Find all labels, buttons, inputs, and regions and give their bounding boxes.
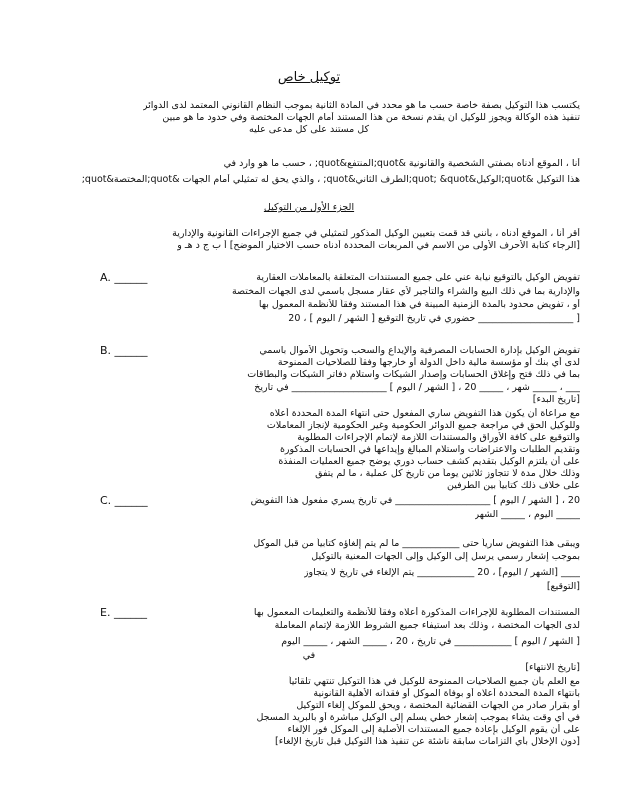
paragraph-a-line: والإدارية بما في ذلك البيع والشراء والتأجير لأي عقار مسجل باسمي لدى الجهات المختصة (231, 286, 580, 297)
paragraph-b-label: B. ______ (100, 344, 148, 357)
paragraph-e-line: [دون الإخلال بأي التزامات سابقة ناشئة عن تنفيذ هذا التوكيل قبل تاريخ الإلغاء] (275, 736, 580, 747)
preamble-line-1: أنا ، الموقع أدناه بصفتي الشخصية والقانونية &quot;المنتفع&quot; ، حسب ما هو وارد في (223, 158, 580, 169)
paragraph-a-line: تفويض الوكيل بالتوقيع نيابة عني على جميع المستندات المتعلقة بالمعاملات العقارية (256, 272, 580, 283)
paragraph-e-line: على أن يقوم الوكيل بإعادة جميع المستندات الأصلية إلى الموكل فور الإلغاء (287, 724, 580, 735)
paragraph-e-line: [ الشهر / اليوم ] ____________ في تاريخ ، 20 ، _____ الشهر ، _____ اليوم (281, 636, 580, 647)
preamble-line-2: هذا التوكيل &quot;الوكيل&quot; &quot;الطرف الثاني&quot; ، والذي يحق له تمثيلي أمام الجهات &quot;المختصة&quot; (81, 174, 580, 185)
paragraph-a-label: A. ______ (100, 271, 148, 284)
paragraph-e-line: [تاريخ الانتهاء] (525, 662, 580, 673)
paragraph-e-line: المستندات المطلوبة للإجراءات المذكورة أعلاه وفقاً للأنظمة والتعليمات المعمول بها (253, 607, 580, 618)
paragraph-d-line: [التوقيع] (546, 581, 580, 592)
document-title: توكيل خاص (277, 70, 341, 85)
paragraph-d-line: بموجب إشعار رسمي يرسل إلى الوكيل وإلى الجهات المعنية بالتوكيل (311, 551, 580, 562)
paragraph-b-line: وللوكيل الحق في مراجعة جميع الدوائر الحكومية وغير الحكومية لإنجاز المعاملات (266, 420, 580, 431)
paragraph-b-line: بما في ذلك فتح وإغلاق الحسابات وإصدار الشيكات واستلام دفاتر الشيكات والبطاقات (247, 369, 580, 380)
paragraph-b-line: وتقديم الطلبات والاعتراضات واستلام المبالغ وإيداعها في الحسابات المذكورة (279, 444, 580, 455)
paragraph-d-line: ويبقى هذا التفويض سارياً حتى ____________ ما لم يتم إلغاؤه كتابياً من قبل الموكل (253, 538, 580, 549)
section-intro-2: [الرجاء كتابة الأحرف الأولى من الاسم في المربعات المحددة أدناه حسب الاختيار الموضح] أ ب ج د هـ و (177, 240, 580, 251)
paragraph-b-line: مع مراعاة أن يكون هذا التفويض ساري المفعول حتى انتهاء المدة المحددة أعلاه (269, 408, 580, 419)
paragraph-c-line: 20 ، [ الشهر / اليوم ] ____________________ في تاريخ يسري مفعول هذا التفويض (250, 495, 580, 506)
paragraph-e-line: مع العلم بأن جميع الصلاحيات الممنوحة للوكيل في هذا التوكيل تنتهي تلقائياً (288, 676, 580, 687)
paragraph-e-label: E. ______ (100, 606, 147, 619)
paragraph-c-label: C. ______ (100, 494, 148, 507)
paragraph-d-line: ____ [الشهر / اليوم] ، 20 ____________ يتم الإلغاء في تاريخ لا يتجاوز (303, 567, 580, 578)
paragraph-e-line: في أي وقت يشاء بموجب إشعار خطي يسلم إلى الوكيل مباشرة أو بالبريد المسجل (256, 712, 580, 723)
paragraph-b-line: [تاريخ البدء] (532, 394, 580, 405)
intro-line-2: تنفيذ هذه الوكالة ويجوز للوكيل ان يقدم نسخة من هذا المستند أمام الجهات المختصة وفي حدود ما هو مبين (162, 112, 580, 123)
section-heading: الجزء الأول من التوكيل (263, 202, 355, 213)
paragraph-b-line: ___ ، _____ شهر ، _____ 20 ، [ الشهر / اليوم ] ____________________ في تاريخ (254, 382, 580, 393)
paragraph-b-line: تفويض الوكيل بإدارة الحسابات المصرفية والإيداع والسحب وتحويل الأموال باسمي (259, 345, 580, 356)
paragraph-a-line: أو ، تفويض محدود بالمدة الزمنية المبينة في هذا المستند وفقاً للأنظمة المعمول بها (258, 299, 580, 310)
paragraph-e-line: بانتهاء المدة المحددة أعلاه أو بوفاة الموكل أو فقدانه الأهلية القانونية (313, 688, 580, 699)
paragraph-b-line: على أن يلتزم الوكيل بتقديم كشف حساب دوري يوضح جميع العمليات المنفذة (278, 456, 580, 467)
intro-line-3: كل مستند على كل مدعى عليه (249, 124, 369, 135)
paragraph-e-line: أو بقرار صادر من الجهات القضائية المختصة ، ويحق للموكل إلغاء التوكيل (296, 700, 580, 711)
paragraph-e-line: في (302, 650, 316, 661)
paragraph-c-line: _____ اليوم ، _____ الشهر (474, 509, 580, 520)
paragraph-b-line: والتوقيع على كافة الأوراق والمستندات اللازمة لإتمام الإجراءات المطلوبة (297, 432, 580, 443)
paragraph-b-line: لدى أي بنك أو مؤسسة مالية داخل الدولة أو خارجها وفقاً للصلاحيات الممنوحة (277, 357, 580, 368)
paragraph-e-line: لدى الجهات المختصة ، وذلك بعد استيفاء جميع الشروط اللازمة لإتمام المعاملة (274, 620, 580, 631)
paragraph-a-line: [ ____________________ حضوري في تاريخ التوقيع [ الشهر / اليوم ] ، 20 (288, 313, 580, 324)
paragraph-b-line: على خلاف ذلك كتابياً بين الطرفين (447, 480, 580, 491)
section-intro-1: أقر أنا ، الموقع أدناه ، بأنني قد قمت بتعيين الوكيل المذكور لتمثيلي في جميع الإجراءات القانونية والإدارية (172, 228, 580, 239)
intro-line-1: يكتسب هذا التوكيل بصفة خاصة حسب ما هو محدد في المادة الثانية بموجب النظام القانوني المعتمد لدى الدوائر (142, 100, 580, 111)
paragraph-b-line: وذلك خلال مدة لا تتجاوز ثلاثين يوماً من تاريخ كل عملية ، ما لم يتفق (315, 468, 580, 479)
